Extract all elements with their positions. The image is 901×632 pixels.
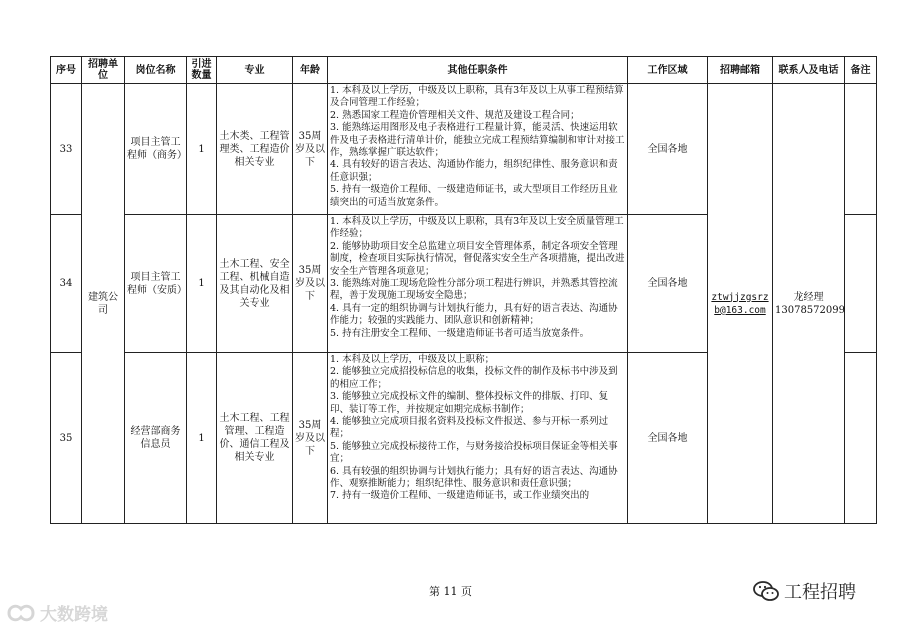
cell-unit: 建筑公司: [82, 84, 125, 524]
header-unit: 招聘单位: [82, 57, 125, 84]
table-row: [51, 84, 877, 215]
requirement-line: 3. 能够独立完成投标文件的编制、整体投标文件的排版、打印、复印、装订等工作，并按规定如期完成标书制作；: [330, 391, 609, 415]
requirement-line: 2. 熟悉国家工程造价管理相关文件、规范及建设工程合同；: [330, 109, 580, 121]
cell-no: 34: [51, 215, 82, 353]
cell-area: 全国各地: [628, 353, 708, 524]
watermark-right: [752, 578, 856, 604]
recruitment-table: [50, 56, 877, 524]
cell-position: 项目主管工程师（安质）: [125, 215, 187, 353]
cell-requirements: [328, 84, 628, 215]
cell-major: 土木工程、工程管理、工程造价、通信工程及相关专业: [217, 353, 293, 524]
page-number: 第 11 页: [429, 585, 472, 598]
cell-requirements: [328, 353, 628, 524]
recruitment-table-wrapper: [50, 56, 871, 520]
contact-text: 龙经理 13078572099: [775, 291, 845, 316]
header-remarks: 备注: [845, 57, 877, 84]
cell-major: 土木工程、安全工程、机械自造及其自动化及相关专业: [217, 215, 293, 353]
requirement-line: 4. 能够独立完成项目报名资料及投标文件报送、参与开标一系列过程；: [330, 416, 609, 440]
dashu-logo-icon: [6, 601, 36, 625]
requirement-line: 5. 持有注册安全工程师、一级建造师证书者可适当放宽条件。: [330, 327, 590, 339]
cell-age: 35周岁及以下: [293, 353, 328, 524]
cell-area: 全国各地: [628, 84, 708, 215]
header-position: 岗位名称: [125, 57, 187, 84]
header-email: 招聘邮箱: [708, 57, 773, 84]
header-major: 专业: [217, 57, 293, 84]
header-count: 引进数量: [187, 57, 217, 84]
requirement-line: 4. 具有一定的组织协调与计划执行能力，具有好的语言表达、沟通协作能力；较强的实践能力、团队意识和创新精神；: [330, 302, 618, 327]
email-link[interactable]: ztwjjzgsrzb@163.com: [711, 291, 769, 316]
cell-contact: [773, 84, 845, 524]
watermark-left: [6, 600, 108, 625]
cell-no: 33: [51, 84, 82, 215]
requirement-line: 5. 持有一级造价工程师、一级建造师证书，或大型项目工作经历且业绩突出的可适当放宽条件。: [330, 184, 618, 208]
cell-no: 35: [51, 353, 82, 524]
cell-area: 全国各地: [628, 215, 708, 353]
cell-age: 35周岁及以下: [293, 84, 328, 215]
requirement-line: 1. 本科及以上学历，中级及以上职称；: [330, 354, 495, 365]
watermark-left-text: 大数跨境: [40, 605, 108, 625]
watermark-right-text: 工程招聘: [784, 582, 856, 603]
requirement-line: 6. 具有较强的组织协调与计划执行能力；具有好的语言表达、沟通协作、观察推断能力；组织纪律性、服务意识和责任意识强；: [330, 465, 618, 490]
cell-remarks: [845, 215, 877, 353]
header-age: 年龄: [293, 57, 328, 84]
header-no: 序号: [51, 57, 82, 84]
header-area: 工作区域: [628, 57, 708, 84]
cell-position: 经营部商务信息员: [125, 353, 187, 524]
cell-requirements: [328, 215, 628, 353]
cell-email: [708, 84, 773, 524]
cell-major: 土木类、工程管理类、工程造价相关专业: [217, 84, 293, 215]
requirement-line: 4. 具有较好的语言表达、沟通协作能力，组织纪律性、服务意识和责任意识强；: [330, 159, 618, 183]
requirement-line: 3. 能熟练对施工现场危险性分部分项工程进行辨识，并熟悉其管控流程，善于发现施工现场安全隐患；: [330, 278, 618, 302]
requirement-line: 1. 本科及以上学历，中级及以上职称，具有3年及以上安全质量管理工作经验；: [330, 216, 624, 240]
requirement-line: 7. 持有一级造价工程师、一级建造师证书，或工作业绩突出的: [330, 490, 590, 502]
cell-remarks: [845, 84, 877, 215]
requirement-line: 2. 能够独立完成招投标信息的收集，投标文件的制作及标书中涉及到的相应工作；: [330, 366, 618, 390]
cell-age: 35周岁及以下: [293, 215, 328, 353]
wechat-icon: [752, 579, 780, 603]
header-contact: 联系人及电话: [773, 57, 845, 84]
requirement-line: 1. 本科及以上学历，中级及以上职称，具有3年及以上从事工程预结算及合同管理工作经验；: [330, 85, 624, 109]
table-header-row: [51, 57, 877, 84]
cell-count: 1: [187, 215, 217, 353]
header-requirements: 其他任职条件: [328, 57, 628, 84]
cell-count: 1: [187, 353, 217, 524]
requirement-line: 2. 能够协助项目安全总监建立项目安全管理体系，制定各项安全管理制度，检查项目实际执行情况，督促落实安全生产各项措施，提出改进安全生产管理各项意见；: [330, 240, 625, 277]
cell-position: 项目主管工程师（商务）: [125, 84, 187, 215]
requirement-line: 5. 能够独立完成投标接待工作，与财务接洽投标项目保证金等相关事宜；: [330, 440, 618, 465]
requirement-line: 3. 能熟练运用图形及电子表格进行工程量计算，能灵活、快速运用软件及电子表格进行清单计价，能独立完成工程预结算编制和审计对接工作，熟练掌握广联达软件；: [330, 122, 625, 159]
cell-remarks: [845, 353, 877, 524]
cell-count: 1: [187, 84, 217, 215]
